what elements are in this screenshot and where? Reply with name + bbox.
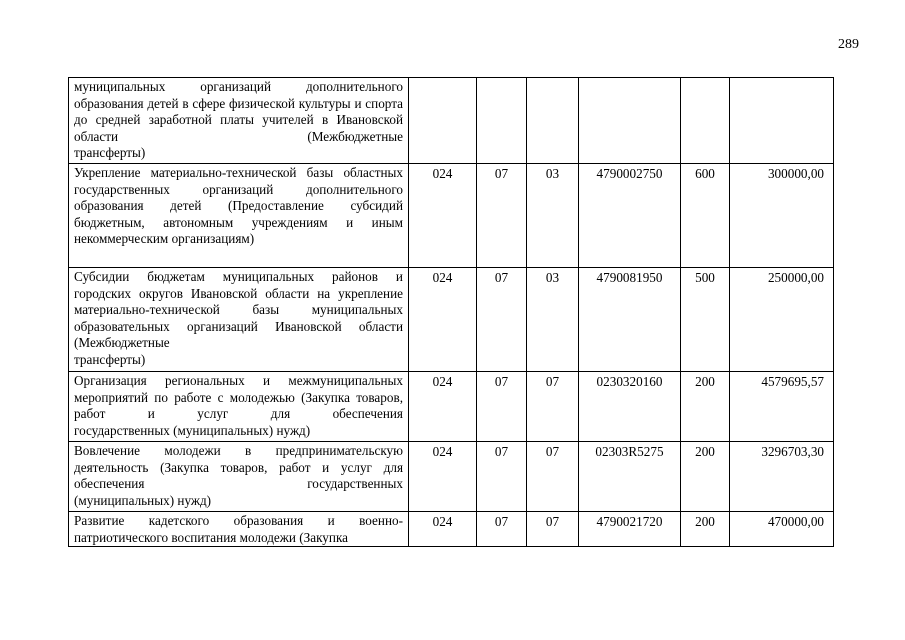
ministry-code-cell [409,78,477,164]
description-line: (Предоставление субсидий бюджетным, [74,198,403,230]
amount-cell: 250000,00 [730,268,834,372]
expense-description [69,78,409,164]
table-row [69,268,834,372]
description-line: мероприятий по работе с молодежью (Закупка [74,389,350,405]
description-line: областных государственных организаций [74,165,403,197]
page-number: 289 [838,37,859,52]
amount-cell: 4579695,57 [730,372,834,442]
description-last-line: государственных (муниципальных) нужд) [74,422,311,438]
ministry-code-cell: 024 [409,268,477,372]
description-line: муниципальных организаций дополнительного [74,79,403,94]
target-article-code-cell: 4790021720 [579,512,681,547]
description-line: деятельность (Закупка товаров, работ [74,459,311,475]
subsection-code-cell: 07 [527,442,579,512]
description-line: Субсидии бюджетам муниципальных районов и [74,269,403,284]
subsection-code-cell: 07 [527,512,579,547]
amount-cell: 300000,00 [730,164,834,268]
subsection-code-cell: 03 [527,268,579,372]
description-line: Организация региональных и межмуниципальных [74,373,403,388]
ministry-code-cell: 024 [409,164,477,268]
section-code-cell: 07 [477,442,527,512]
target-article-code-cell: 4790002750 [579,164,681,268]
budget-table [68,77,834,547]
description-line: образования детей в сфере физической культуры [74,95,351,111]
description-last-line: патриотического воспитания молодежи (Закупка [74,529,349,545]
amount-cell [730,78,834,164]
section-code-cell: 07 [477,372,527,442]
target-article-code-cell: 0230320160 [579,372,681,442]
description-line: Развитие кадетского образования и военно- [74,513,403,528]
expense-type-code-cell: 500 [681,268,730,372]
description-line: Ивановской области (Межбюджетные [74,318,404,351]
target-article-code-cell: 4790081950 [579,268,681,372]
description-line: и услуг для обеспечения государственных [74,459,404,492]
amount-cell: 470000,00 [730,512,834,547]
expense-type-code-cell: 200 [681,512,730,547]
description-line: муниципальных образовательных организаций [74,302,404,334]
table-row [69,512,834,547]
description-last-line: (муниципальных) нужд) [74,492,212,508]
ministry-code-cell: 024 [409,442,477,512]
ministry-code-cell: 024 [409,512,477,547]
description-last-line: некоммерческим организациям) [74,231,255,247]
table-row [69,372,834,442]
subsection-code-cell: 03 [527,164,579,268]
description-last-line: трансферты) [74,351,146,367]
section-code-cell: 07 [477,164,527,268]
description-line: городских округов Ивановской области на [74,285,331,301]
expense-type-code-cell [681,78,730,164]
table-row [69,78,834,164]
expense-description [69,268,409,372]
description-line: Укрепление материально-технической базы [74,165,334,180]
description-last-line: трансферты) [74,145,146,161]
description-line: товаров, работ и услуг для обеспечения [74,389,403,422]
subsection-code-cell: 07 [527,372,579,442]
target-article-code-cell [579,78,681,164]
subsection-code-cell [527,78,579,164]
expense-type-code-cell: 200 [681,442,730,512]
amount-cell: 3296703,30 [730,442,834,512]
description-line: укрепление материально-технической базы [74,285,404,318]
section-code-cell [477,78,527,164]
description-line: Вовлечение молодежи в предпринимательскую [74,443,403,458]
expense-type-code-cell: 600 [681,164,730,268]
table-row [69,442,834,512]
expense-description [69,442,409,512]
description-line: дополнительного образования детей [74,181,404,214]
section-code-cell: 07 [477,268,527,372]
expense-description [69,164,409,268]
description-line: автономным учреждениям и иным [163,214,404,230]
description-line: в Ивановской области (Межбюджетные [74,112,403,144]
description-line: и спорта до средней заработной платы учителей [74,95,403,128]
expense-description [69,372,409,442]
expense-type-code-cell: 200 [681,372,730,442]
section-code-cell: 07 [477,512,527,547]
ministry-code-cell: 024 [409,372,477,442]
target-article-code-cell: 02303R5275 [579,442,681,512]
table-row [69,164,834,268]
expense-description [69,512,409,547]
